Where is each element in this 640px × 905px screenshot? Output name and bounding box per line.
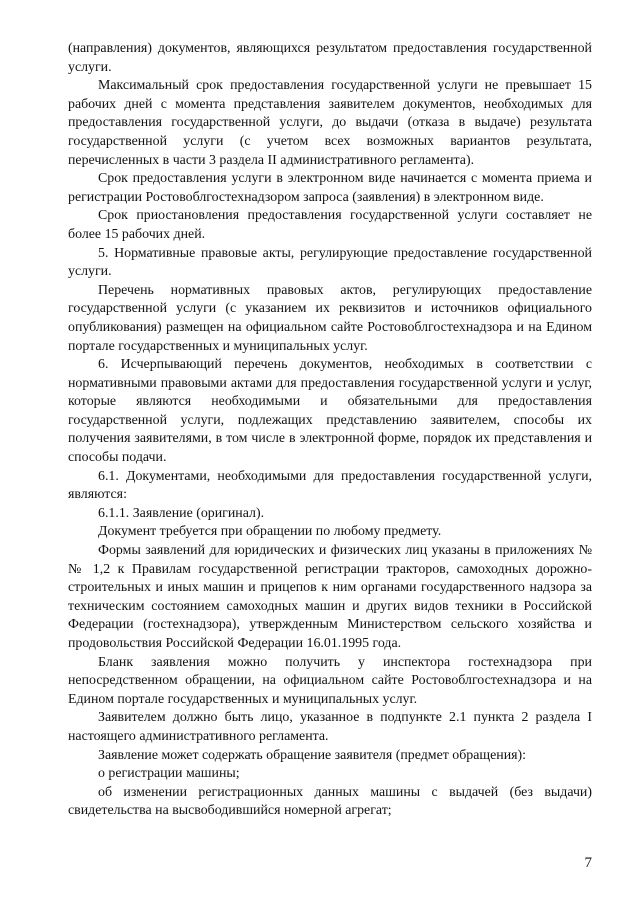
paragraph-document-required: Документ требуется при обращении по любому предмету. [98,524,442,540]
paragraph-legal-acts: Перечень нормативных правовых актов, регулирующих предоставление государственной услуги (с указанием их реквизитов и источников официального опубликования) размещен на официальном сайте Ростовоблгостехнадзора и на Едином портале государственных и муниципальных услуг. [68,282,592,354]
list-item-registration: о регистрации машины; [98,766,240,782]
paragraph-form-blank: Бланк заявления можно получить у инспектора гостехнадзора при непосредственном обращении, на официальном сайте Ростовоблгостехнадзора и на Едином портале государственных и муниципальных услуг. [68,654,592,707]
paragraph-electronic-term: Срок предоставления услуги в электронном виде начинается с момента приема и регистрации Ростовоблгостехнадзором запроса (заявления) в электронном виде. [68,171,592,205]
paragraph-6-1-1: 6.1.1. Заявление (оригинал). [98,505,265,521]
section-heading-6: 6. Исчерпывающий перечень документов, необходимых в соответствии с нормативными правовыми актами для предоставления государственной услуги и услуг, которые являются необходимыми и обязательными для предоставления государственной услуги, подлежащих представлению заявителем, способы их получения заявителями, в том числе в электронной форме, порядок их представления и способы подачи. [68,357,592,466]
paragraph-max-term: Максимальный срок предоставления государственной услуги не превышает 15 рабочих дней с момента представления заявителем документов, необходимых для предоставления государственной услуги, до выдачи (отказа в выдаче) результата государственной услуги (с учетом всех возможных вариантов результата, перечисленных в части 3 раздела II административного регламента). [68,78,592,168]
list-item-data-change: об изменении регистрационных данных машины с выдачей (без выдачи) свидетельства на высвободившийся номерной агрегат; [68,784,592,819]
page-number: 7 [584,855,592,871]
section-heading-5: 5. Нормативные правовые акты, регулирующие предоставление государственной услуги. [68,245,592,280]
paragraph-continuation: (направления) документов, являющихся результатом предоставления государственной услуги. [68,41,592,75]
paragraph-6-1: 6.1. Документами, необходимыми для предоставления государственной услуги, являются: [68,468,592,503]
paragraph-application-forms: Формы заявлений для юридических и физических лиц указаны в приложениях №№ 1,2 к Правилам государственной регистрации тракторов, самоходных дорожно-строительных и иных машин и прицепов к ним органами государственного надзора за техническим состоянием самоходных машин и других видов техники в Российской Федерации (гостехнадзора), утвержденным Министерством сельского хозяйства и продовольствия Российской Федерации 16.01.1995 года. [68,543,592,651]
paragraph-request-subject: Заявление может содержать обращение заявителя (предмет обращения): [98,747,527,763]
paragraph-applicant: Заявителем должно быть лицо, указанное в подпункте 2.1 пункта 2 раздела I настоящего административного регламента. [68,710,592,744]
paragraph-suspension-term: Срок приостановления предоставления государственной услуги составляет не более 15 рабочих дней. [68,208,592,242]
